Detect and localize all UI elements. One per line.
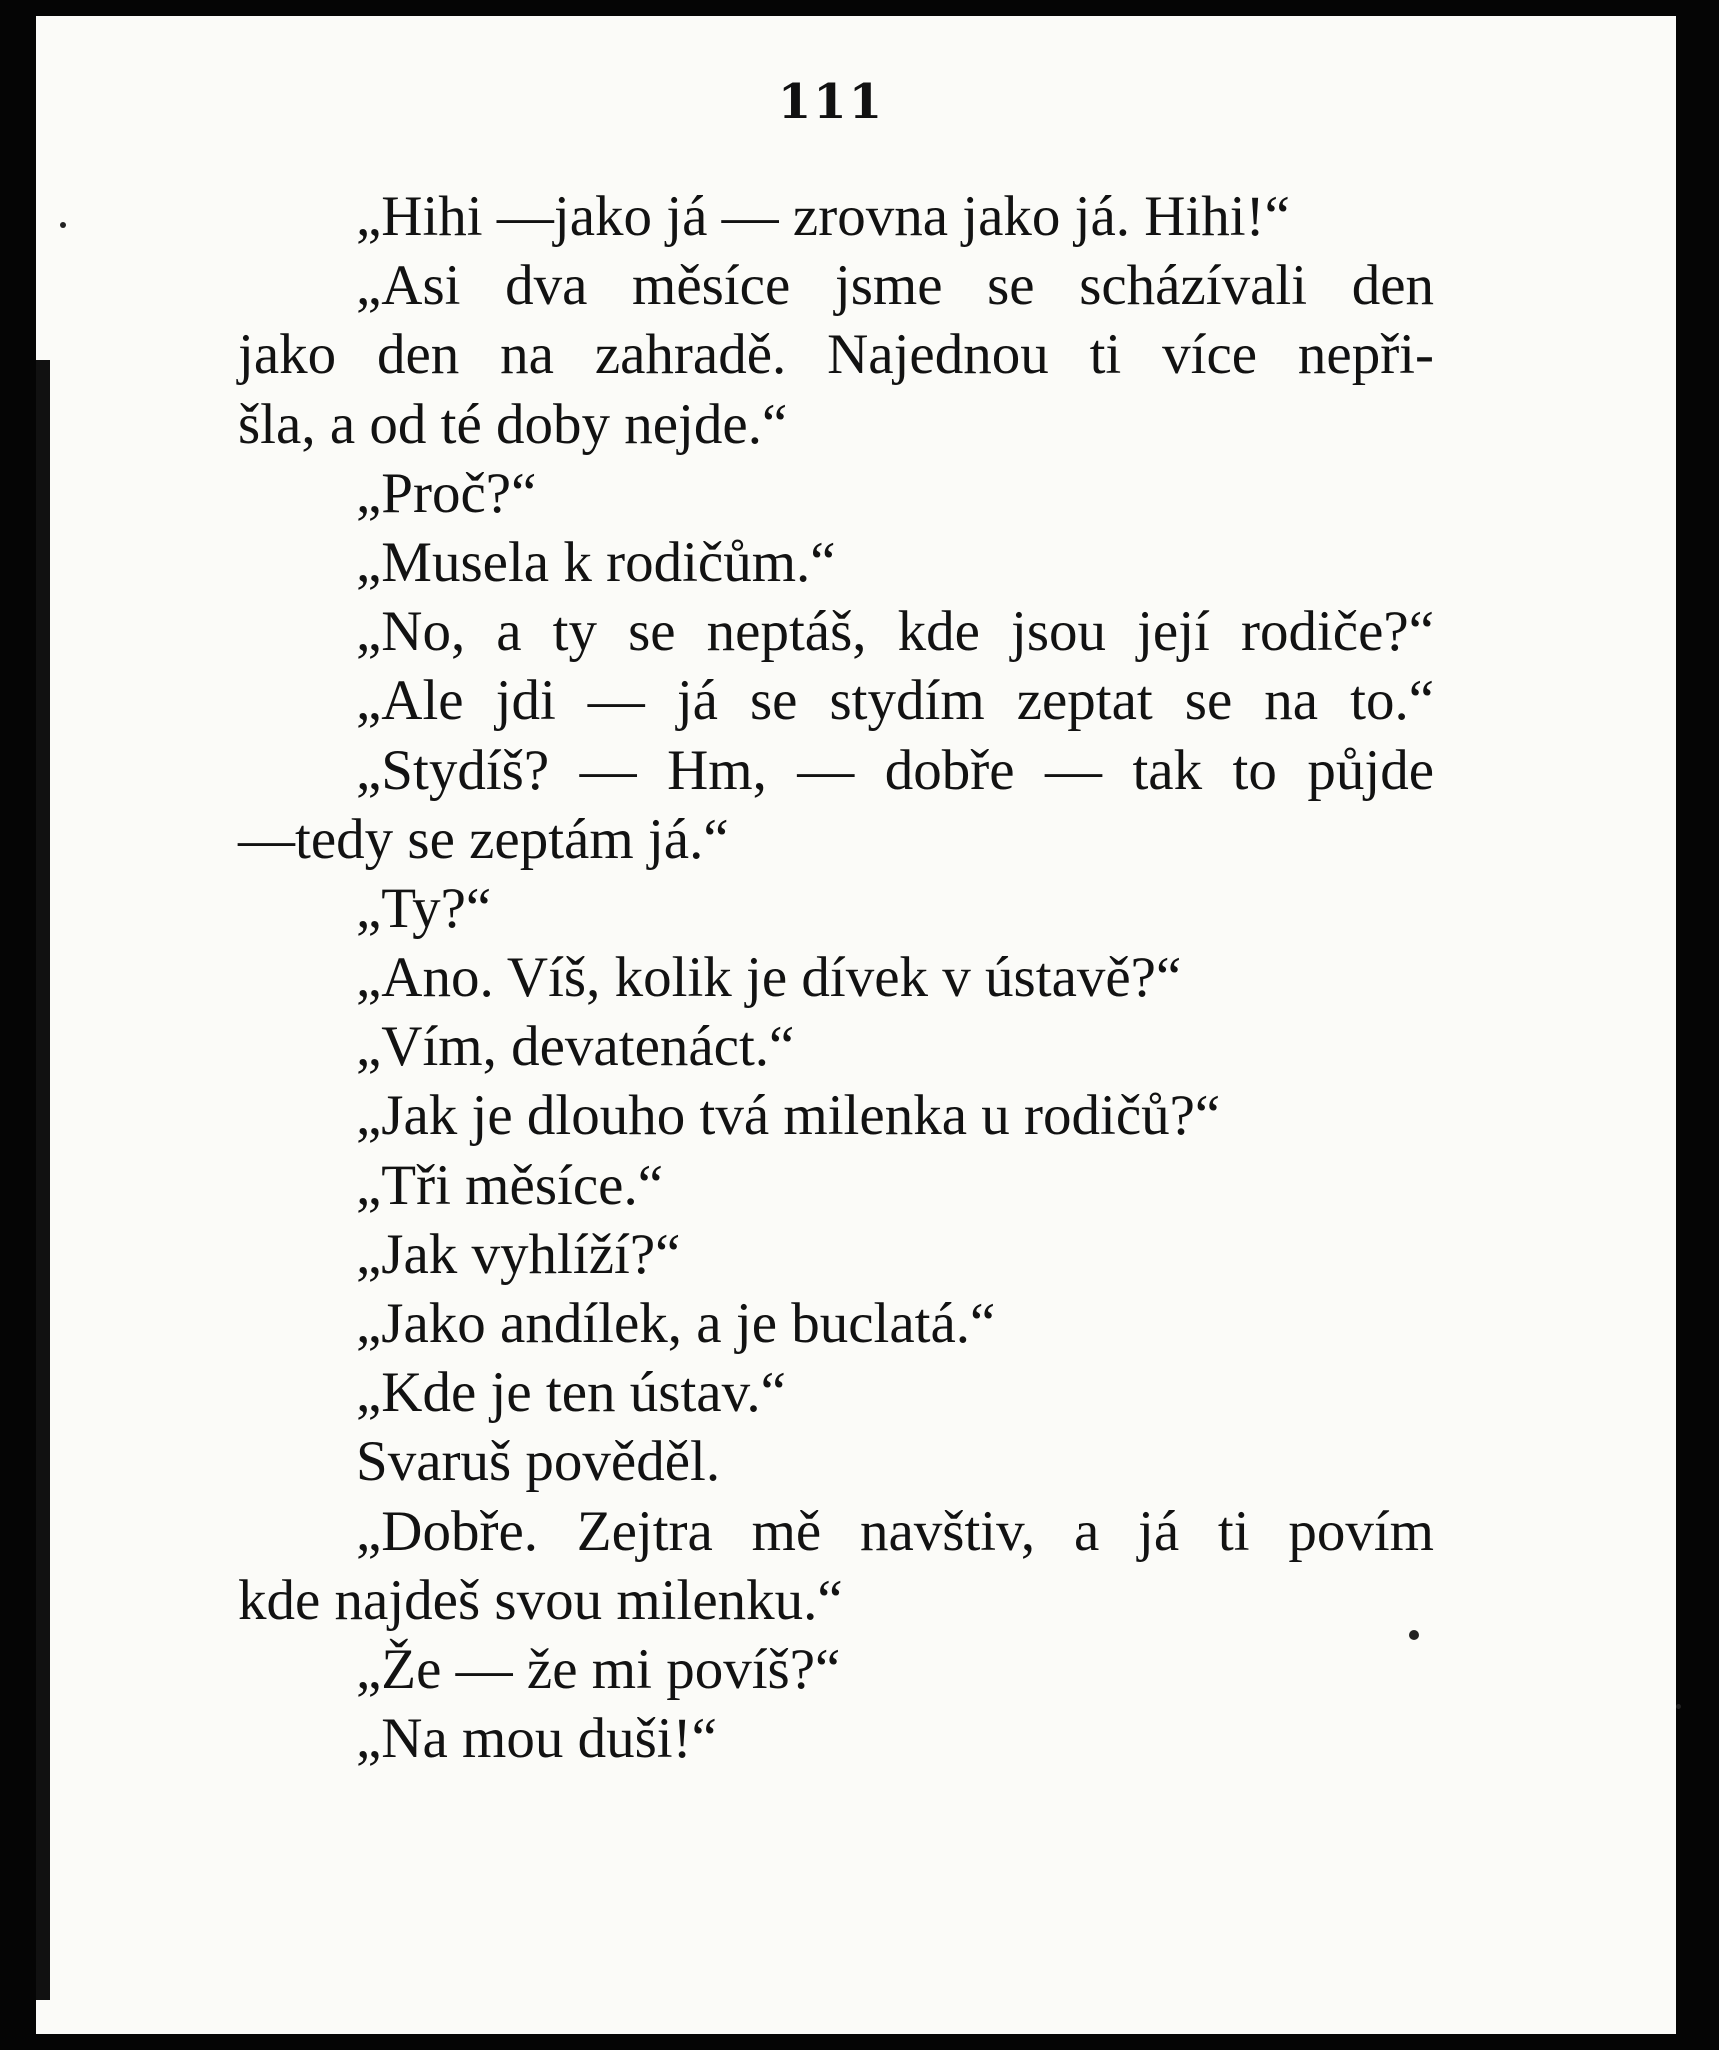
text-line: „Ale jdi — já se stydím zeptat se na to.“ [356,669,1434,733]
text-line: Svaruš pověděl. [356,1430,721,1494]
text-line: —tedy se zeptám já.“ [238,807,729,871]
text-line: „Dobře. Zejtra mě navštiv, a já ti povím [356,1499,1434,1563]
text-line: „Jako andílek, a je buclatá.“ [356,1292,996,1355]
binding-shadow [36,360,50,2000]
ink-speck [60,222,66,228]
text-line: „Tři měsíce.“ [356,1153,663,1217]
text-line: „Jak vyhlíží?“ [356,1222,681,1286]
text-line: „Jak je dlouho tvá milenka u rodičů?“ [356,1084,1221,1148]
ink-speck [1409,1630,1419,1640]
ink-speck [1676,1704,1681,1709]
text-line: „Proč?“ [356,461,537,525]
text-line: „Hihi —jako já — zrovna jako já. Hihi!“ [356,185,1290,248]
text-line: „Ty?“ [356,876,492,940]
text-line: jako den na zahradě. Najednou ti více nepři- [238,323,1434,387]
page-number: 111 [777,74,885,130]
text-line: „Asi dva měsíce jsme se scházívali den [356,254,1434,318]
text-line: „Stydíš? — Hm, — dobře — tak to půjde [356,738,1434,802]
text-line: „Vím, devatenáct.“ [356,1015,795,1079]
text-line: „Ano. Víš, kolik je dívek v ústavě?“ [356,946,1182,1010]
text-line: šla, a od té doby nejde.“ [238,392,788,456]
text-line: „Na mou duši!“ [356,1707,717,1771]
text-line: „No, a ty se neptáš, kde jsou její rodiče?“ [356,600,1434,664]
text-line: „Že — že mi povíš?“ [356,1637,841,1701]
text-line: „Musela k rodičům.“ [356,530,836,594]
body-text [238,182,1434,1773]
book-page [36,16,1676,2034]
text-line: kde najdeš svou milenku.“ [238,1568,843,1632]
text-line: „Kde je ten ústav.“ [356,1361,786,1425]
